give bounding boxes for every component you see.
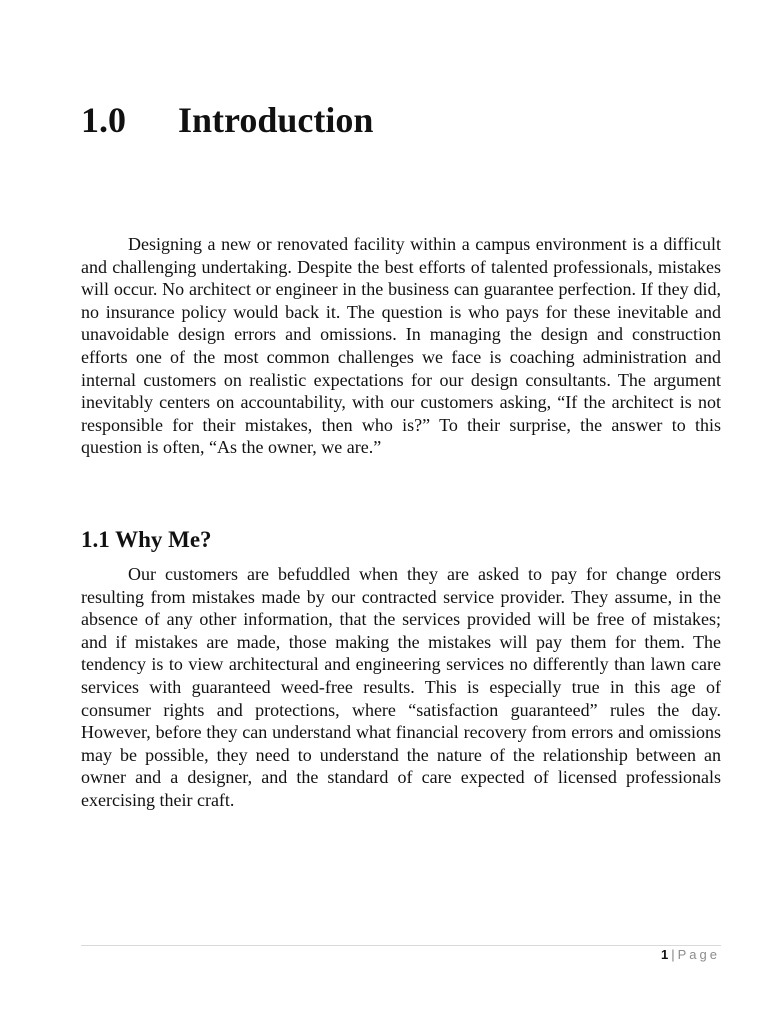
section-title: Introduction [178,100,374,140]
why-me-paragraph: Our customers are befuddled when they are asked to pay for change orders resulting from mistakes made by our contracted service provider. They assume, in the absence of any other information, that the services provided will be free of mistakes; and if mistakes are made, those making the mistakes will pay them for them. The tendency is to view architectural and engineering services no differently than lawn care services with guaranteed weed-free results. This is especially true in this age of consumer rights and protections, where “satisfaction guaranteed” rules the day. However, before they can understand what financial recovery from errors and omissions may be possible, they need to understand the nature of the relationship between an owner and a designer, and the standard of care expected of licensed professionals exercising their craft. [81,564,721,810]
page-label: Page [677,947,720,962]
footer-divider [81,945,721,946]
subsection-heading: 1.1 Why Me? [81,527,212,552]
page-footer [661,946,720,964]
section-number: 1.0 [81,100,126,140]
section-heading [81,98,373,142]
footer-separator: | [671,947,675,962]
page-number: 1 [661,947,669,962]
intro-paragraph: Designing a new or renovated facility within a campus environment is a difficult and challenging undertaking. Despite the best efforts of talented professionals, mistakes will occur. No architect or engineer in the business can guarantee perfection. If they did, no insurance policy would back it. The question is who pays for these inevitable and unavoidable design errors and omissions. In managing the design and construction efforts one of the most common challenges we face is coaching administration and internal customers on realistic expectations for our design consultants. The argument inevitably centers on accountability, with our customers asking, “If the architect is not responsible for their mistakes, then who is?” To their surprise, the answer to this question is often, “As the owner, we are.” [81,234,721,458]
